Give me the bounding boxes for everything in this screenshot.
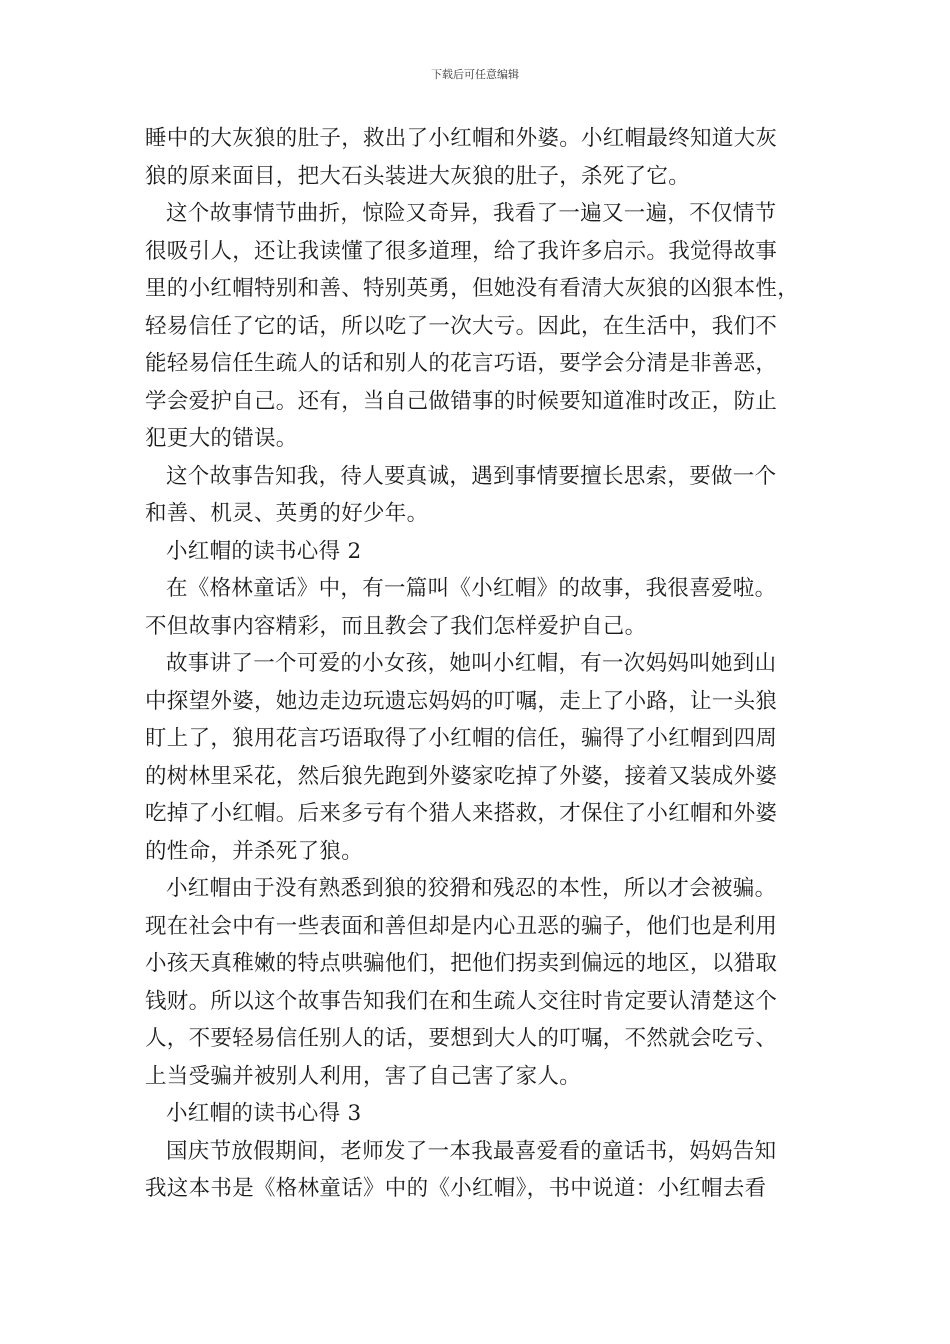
document-body — [145, 120, 815, 1208]
text-line: 不但故事内容精彩，而且教会了我们怎样爱护自己。 — [145, 613, 647, 639]
text-line: 钱财。所以这个故事告知我们在和生疏人交往时肯定要认清楚这个 — [145, 988, 778, 1014]
text-line: 里的小红帽特别和善、特别英勇，但她没有看清大灰狼的凶狠本性， — [145, 276, 800, 301]
page-header: 下载后可任意编辑 — [431, 68, 519, 81]
text-line: 睡中的大灰狼的肚子，救出了小红帽和外婆。小红帽最终知道大灰 — [145, 126, 778, 151]
text-line: 狼的原来面目，把大石头装进大灰狼的肚子，杀死了它。 — [145, 163, 691, 189]
text-line: 这个故事情节曲折，惊险又奇异，我看了一遍又一遍，不仅情节 — [166, 201, 777, 226]
text-line: 现在社会中有一些表面和善但却是内心丑恶的骗子，他们也是利用 — [145, 913, 778, 939]
text-line: 我这本书是《格林童话》中的《小红帽》，书中说道：小红帽去看 — [145, 1176, 767, 1201]
text-line: 在《格林童话》中，有一篇叫《小红帽》的故事，我很喜爱啦。 — [166, 576, 777, 601]
text-line: 能轻易信任生疏人的话和别人的花言巧语，要学会分清是非善恶， — [145, 351, 778, 376]
text-line: 故事讲了一个可爱的小女孩，她叫小红帽，有一次妈妈叫她到山 — [166, 651, 777, 676]
text-line: 盯上了，狼用花言巧语取得了小红帽的信任，骗得了小红帽到四周 — [145, 726, 778, 751]
text-line: 中探望外婆，她边走边玩遗忘妈妈的叮嘱，走上了小路，让一头狼 — [145, 688, 778, 714]
text-line: 国庆节放假期间，老师发了一本我最喜爱看的童话书，妈妈告知 — [166, 1138, 777, 1164]
text-line: 小孩天真稚嫩的特点哄骗他们，把他们拐卖到偏远的地区，以猎取 — [145, 951, 778, 976]
text-line: 上当受骗并被别人利用，害了自己害了家人。 — [145, 1063, 582, 1089]
text-line: 学会爱护自己。还有，当自己做错事的时候要知道准时改正，防止 — [145, 388, 778, 414]
text-line: 小红帽由于没有熟悉到狼的狡猾和残忍的本性，所以才会被骗。 — [166, 876, 777, 901]
text-line: 和善、机灵、英勇的好少年。 — [145, 501, 429, 526]
text-line: 人，不要轻易信任别人的话，要想到大人的叮嘱，不然就会吃亏、 — [145, 1026, 778, 1051]
text-line: 吃掉了小红帽。后来多亏有个猎人来搭救，才保住了小红帽和外婆 — [145, 801, 778, 826]
text-line: 很吸引人，还让我读懂了很多道理，给了我许多启示。我觉得故事 — [145, 238, 778, 264]
text-line: 的树林里采花，然后狼先跑到外婆家吃掉了外婆，接着又装成外婆 — [145, 763, 778, 789]
text-line: 小红帽的读书心得 3 — [166, 1101, 362, 1126]
text-line: 轻易信任了它的话，所以吃了一次大亏。因此，在生活中，我们不 — [145, 313, 778, 339]
text-line: 犯更大的错误。 — [145, 426, 298, 451]
text-line: 的性命，并杀死了狼。 — [145, 838, 364, 864]
text-line: 小红帽的读书心得 2 — [166, 538, 362, 564]
text-line: 这个故事告知我，待人要真诚，遇到事情要擅长思索，要做一个 — [166, 463, 777, 489]
